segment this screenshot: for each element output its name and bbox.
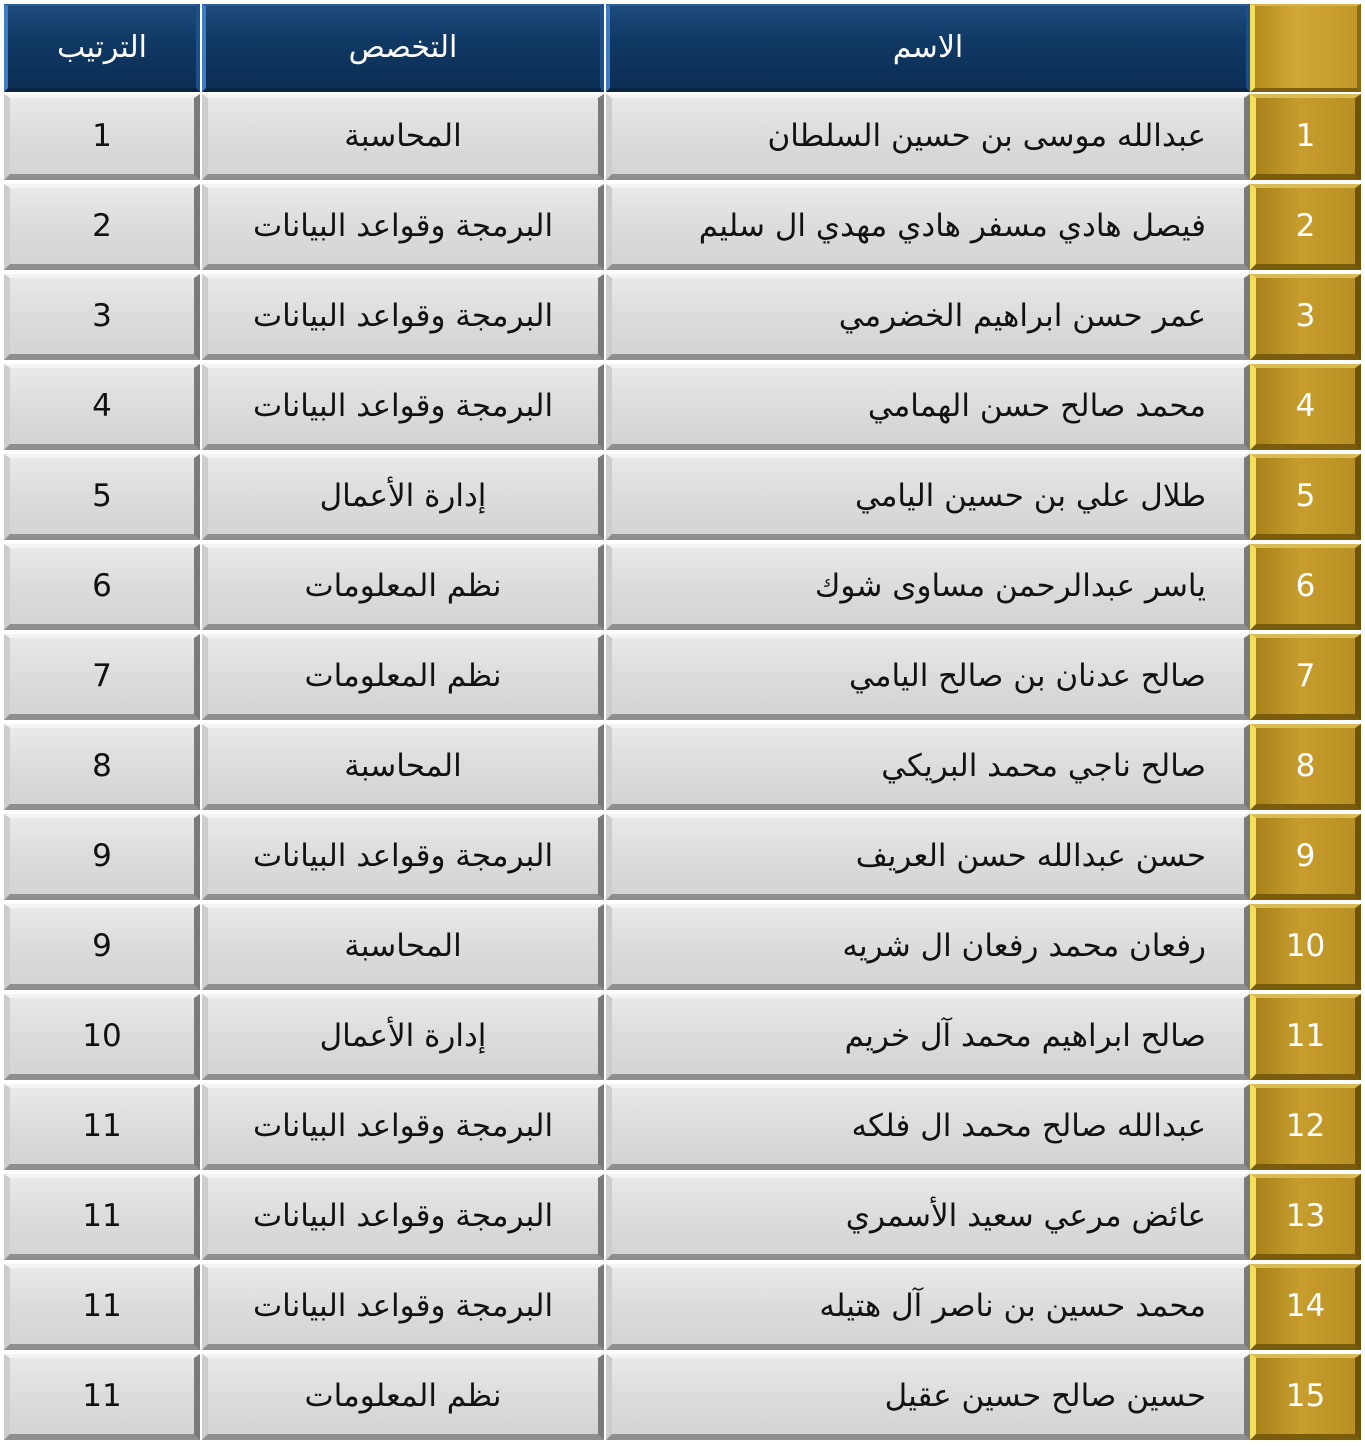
specialization-cell [202,274,604,360]
specialization-cell-text: نظم المعلومات [304,658,502,694]
number-cell [1250,724,1361,810]
table-row [0,450,1365,540]
rank-cell-text: 3 [92,298,112,334]
table-row [0,180,1365,270]
table-row [0,630,1365,720]
number-cell [1250,634,1361,720]
rank-cell-text: 1 [92,118,112,154]
specialization-cell-text: البرمجة وقواعد البيانات [252,1288,554,1324]
specialization-cell-text: إدارة الأعمال [319,1018,487,1054]
specialization-cell [202,1174,604,1260]
specialization-cell [202,994,604,1080]
number-cell [1250,1084,1361,1170]
number-cell [1250,94,1361,180]
specialization-cell-text: البرمجة وقواعد البيانات [252,208,554,244]
header-rank: الترتيب [4,4,200,92]
name-cell-text: طلال علي بن حسين اليامي [854,478,1206,514]
specialization-cell [202,1084,604,1170]
number-cell [1250,904,1361,990]
name-cell [606,1174,1250,1260]
table-row [0,990,1365,1080]
name-cell [606,1084,1250,1170]
specialization-cell-text: البرمجة وقواعد البيانات [252,1108,554,1144]
name-cell-text: عائض مرعي سعيد الأسمري [845,1198,1206,1234]
rank-cell-text: 10 [82,1018,122,1054]
specialization-cell-text: البرمجة وقواعد البيانات [252,298,554,334]
rank-cell-text: 11 [82,1288,122,1324]
table-row [0,720,1365,810]
rank-cell-text: 11 [82,1108,122,1144]
name-cell [606,544,1250,630]
rank-cell-text: 7 [92,658,112,694]
rank-cell [4,274,200,360]
table-row [0,270,1365,360]
number-cell [1250,994,1361,1080]
name-cell-text: عبدالله موسى بن حسين السلطان [767,118,1206,154]
number-cell-text: 3 [1295,298,1316,334]
specialization-cell-text: البرمجة وقواعد البيانات [252,388,554,424]
name-cell-text: صالح عدنان بن صالح اليامي [849,658,1206,694]
name-cell-text: عمر حسن ابراهيم الخضرمي [838,298,1206,334]
table-header [0,0,1365,94]
name-cell [606,364,1250,450]
specialization-cell-text: نظم المعلومات [304,568,502,604]
number-cell [1250,1174,1361,1260]
number-cell [1250,364,1361,450]
rank-cell [4,454,200,540]
rank-cell-text: 11 [82,1198,122,1234]
number-cell-text: 6 [1295,568,1316,604]
number-cell-text: 11 [1285,1018,1326,1054]
specialization-cell [202,904,604,990]
name-cell [606,724,1250,810]
name-cell-text: رفعان محمد رفعان ال شريه [842,928,1206,964]
number-cell [1250,184,1361,270]
table-row [0,1170,1365,1260]
rank-cell-text: 11 [82,1378,122,1414]
number-cell-text: 10 [1285,928,1326,964]
name-cell [606,904,1250,990]
rank-cell [4,94,200,180]
number-cell [1250,454,1361,540]
rank-cell [4,724,200,810]
name-cell [606,994,1250,1080]
rank-cell [4,904,200,990]
rank-cell-text: 4 [92,388,112,424]
name-cell-text: عبدالله صالح محمد ال فلكه [851,1108,1206,1144]
specialization-cell [202,94,604,180]
rank-cell [4,544,200,630]
number-cell-text: 9 [1295,838,1316,874]
header-name: الاسم [606,4,1250,92]
rank-cell-text: 6 [92,568,112,604]
rank-cell [4,1354,200,1440]
name-cell-text: محمد حسين بن ناصر آل هتيله [819,1288,1206,1324]
name-cell [606,634,1250,720]
specialization-cell-text: المحاسبة [344,928,462,964]
rank-cell-text: 9 [92,838,112,874]
number-cell-text: 8 [1295,748,1316,784]
number-cell-text: 12 [1285,1108,1326,1144]
number-cell-text: 4 [1295,388,1316,424]
number-cell-text: 13 [1285,1198,1326,1234]
header-specialization: التخصص [202,4,604,92]
specialization-cell-text: المحاسبة [344,748,462,784]
number-cell [1250,1354,1361,1440]
number-cell [1250,544,1361,630]
name-cell [606,274,1250,360]
name-cell-text: ياسر عبدالرحمن مساوى شوك [814,568,1206,604]
name-cell [606,814,1250,900]
rank-cell [4,1174,200,1260]
number-cell-text: 7 [1295,658,1316,694]
name-cell [606,1264,1250,1350]
rank-cell [4,994,200,1080]
specialization-cell [202,814,604,900]
number-cell [1250,814,1361,900]
specialization-cell-text: البرمجة وقواعد البيانات [252,1198,554,1234]
specialization-cell-text: المحاسبة [344,118,462,154]
name-cell-text: فيصل هادي مسفر هادي مهدي ال سليم [698,208,1206,244]
specialization-cell [202,724,604,810]
table-row [0,900,1365,990]
number-cell-text: 1 [1295,118,1316,154]
table-row [0,1080,1365,1170]
name-cell [606,184,1250,270]
specialization-cell-text: نظم المعلومات [304,1378,502,1414]
specialization-cell [202,184,604,270]
rank-cell-text: 9 [92,928,112,964]
specialization-cell [202,1354,604,1440]
number-cell-text: 5 [1295,478,1316,514]
specialization-cell [202,634,604,720]
rank-cell-text: 2 [92,208,112,244]
rank-cell [4,814,200,900]
header-number [1250,4,1361,92]
specialization-cell-text: إدارة الأعمال [319,478,487,514]
table-row [0,360,1365,450]
number-cell-text: 2 [1295,208,1316,244]
rank-cell [4,1084,200,1170]
rank-cell-text: 8 [92,748,112,784]
specialization-cell [202,544,604,630]
table-row [0,1350,1365,1440]
specialization-cell [202,364,604,450]
name-cell-text: صالح ناجي محمد البريكي [881,748,1206,784]
specialization-cell-text: البرمجة وقواعد البيانات [252,838,554,874]
name-cell-text: حسن عبدالله حسن العريف [855,838,1206,874]
rank-cell [4,634,200,720]
rank-cell [4,1264,200,1350]
table-row [0,90,1365,180]
name-cell [606,94,1250,180]
table-row [0,540,1365,630]
name-cell [606,454,1250,540]
rank-cell-text: 5 [92,478,112,514]
number-cell-text: 15 [1285,1378,1326,1414]
table-row [0,1260,1365,1350]
number-cell [1250,1264,1361,1350]
number-cell-text: 14 [1285,1288,1326,1324]
specialization-cell [202,1264,604,1350]
specialization-cell [202,454,604,540]
name-cell [606,1354,1250,1440]
number-cell [1250,274,1361,360]
name-cell-text: حسين صالح حسين عقيل [884,1378,1206,1414]
table-row [0,810,1365,900]
name-cell-text: صالح ابراهيم محمد آل خريم [844,1018,1206,1054]
name-cell-text: محمد صالح حسن الهمامي [867,388,1206,424]
rank-cell [4,364,200,450]
rank-cell [4,184,200,270]
